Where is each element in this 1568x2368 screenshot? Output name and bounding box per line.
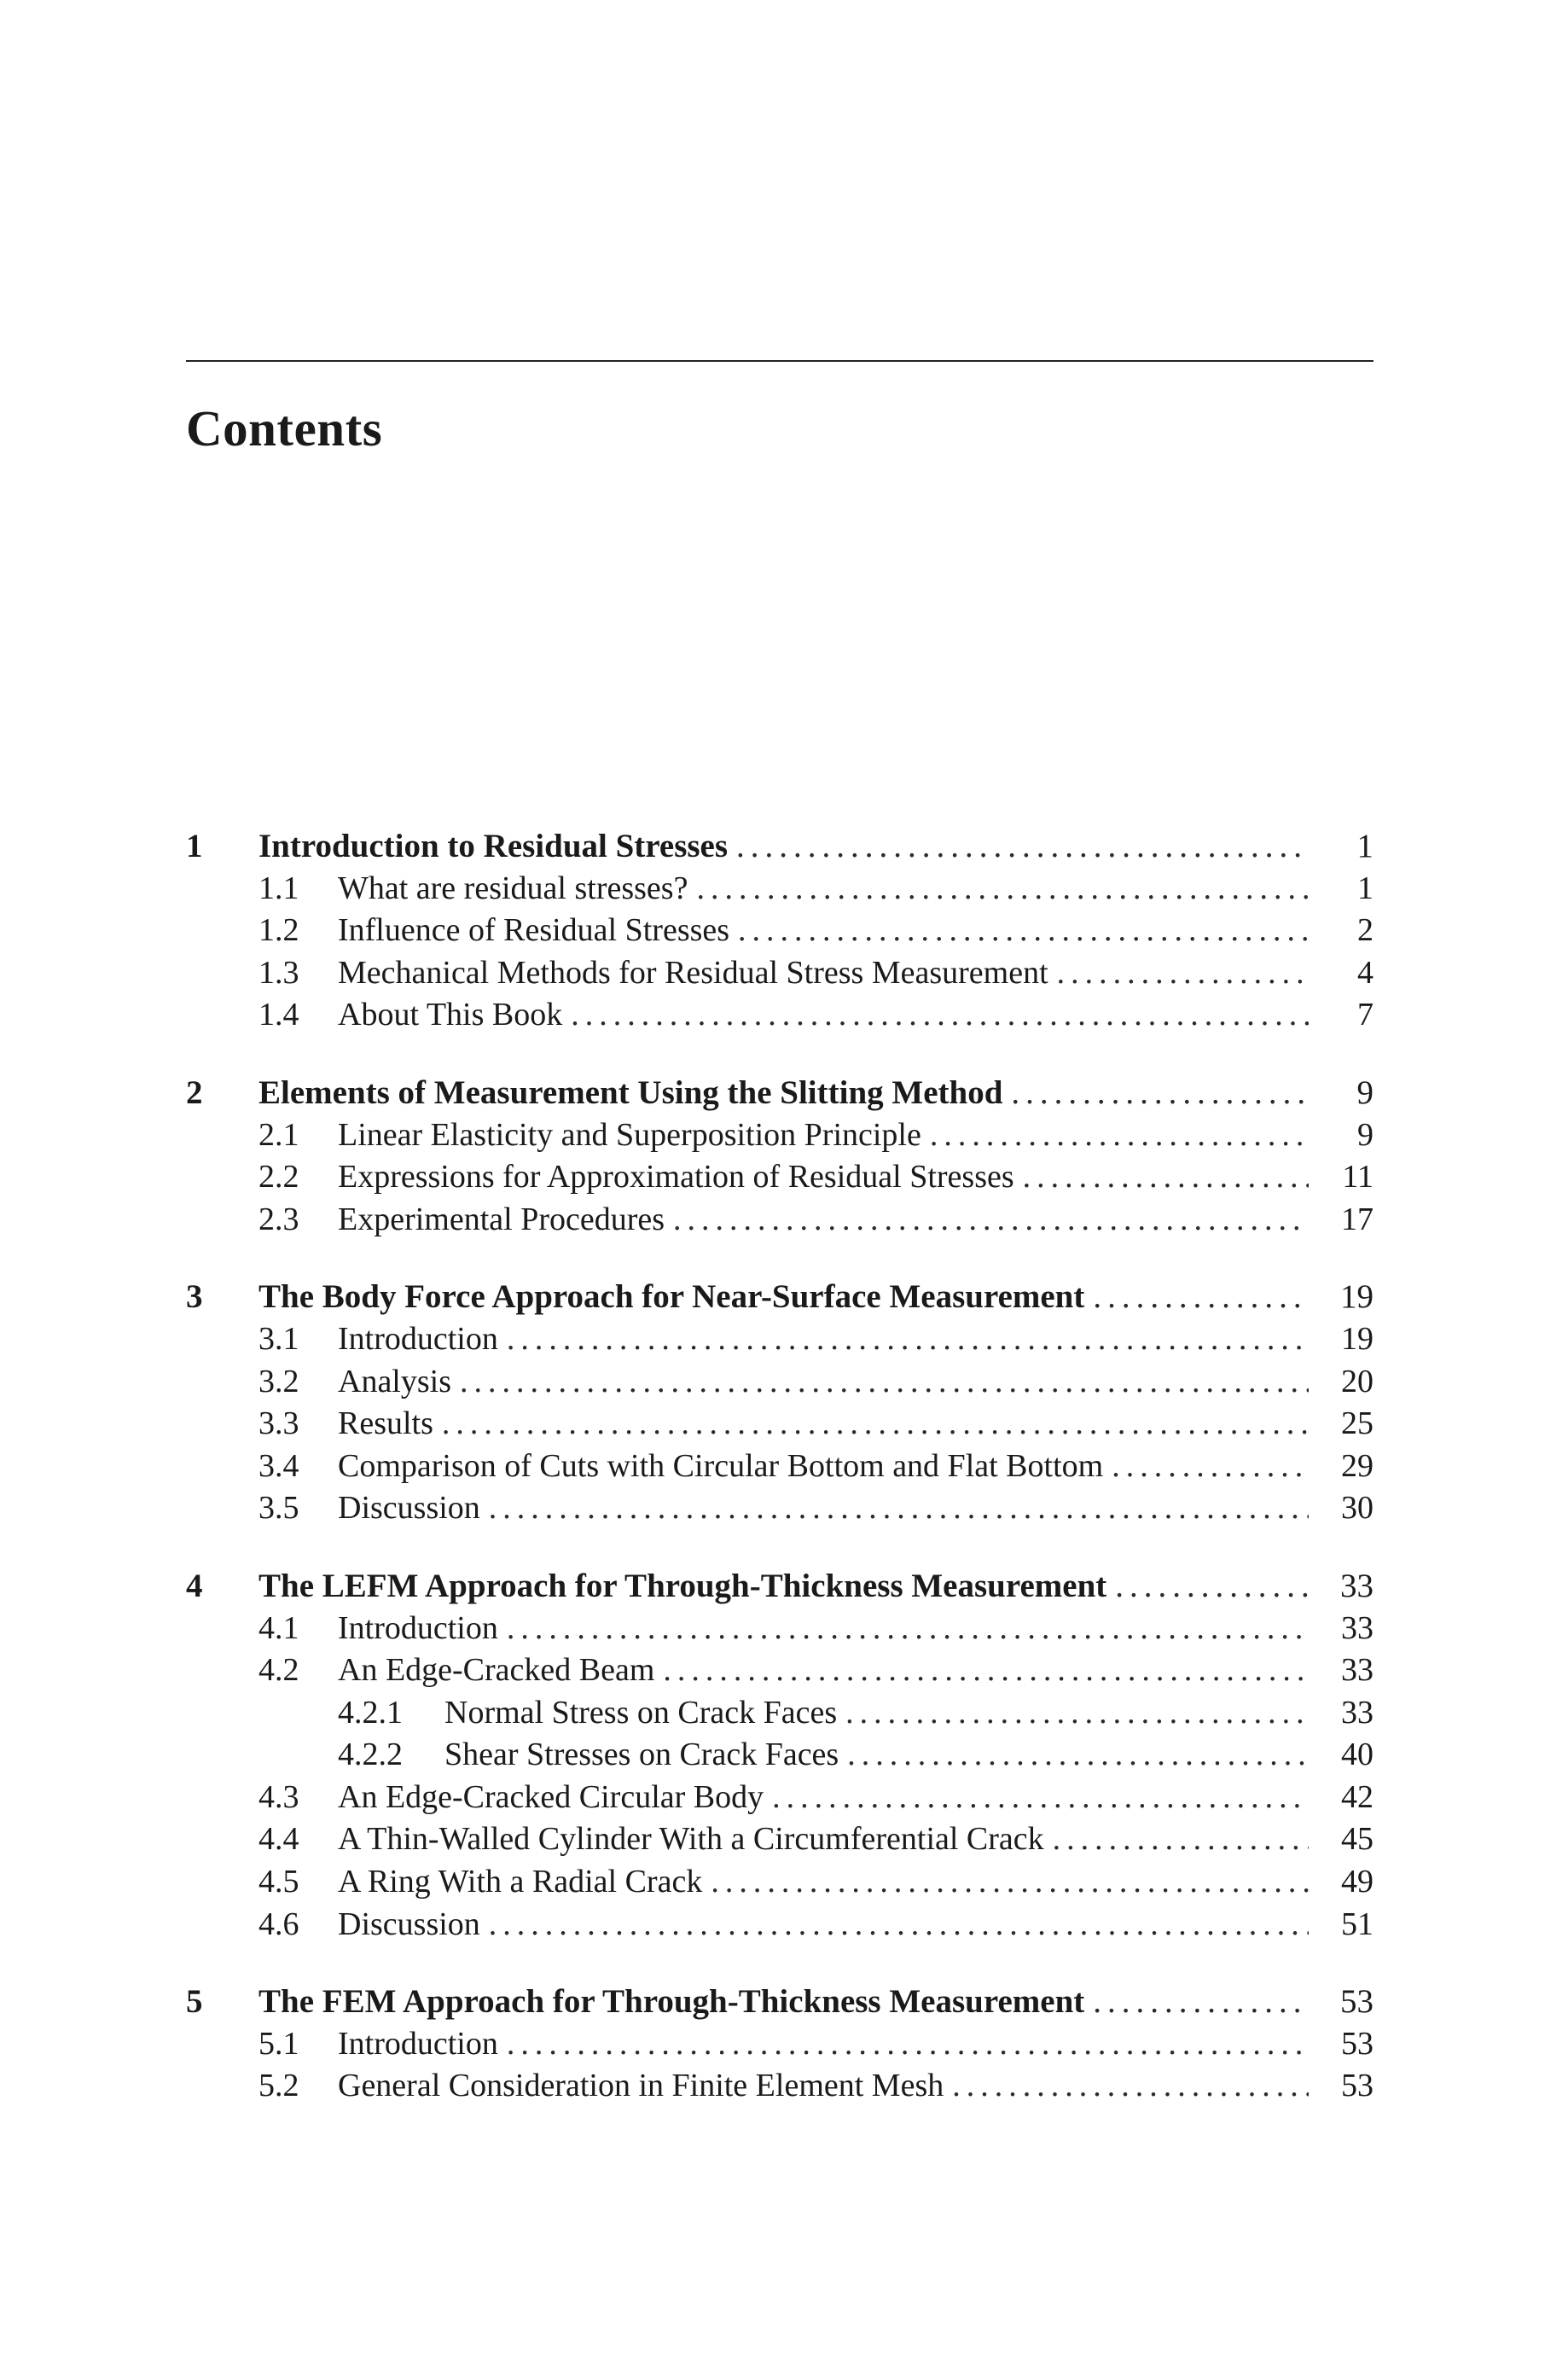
section-number: 3.1 <box>258 1320 299 1357</box>
page-number: 20 <box>1341 1363 1373 1399</box>
chapter-title: The LEFM Approach for Through-Thickness Measurement <box>258 1567 1107 1604</box>
page-number: 49 <box>1341 1864 1373 1900</box>
chapter-title: Elements of Measurement Using the Slitting Method <box>258 1073 1003 1111</box>
section-title: An Edge-Cracked Beam <box>338 1652 655 1689</box>
section-number: 4.3 <box>258 1778 299 1815</box>
page-number: 42 <box>1341 1778 1373 1815</box>
toc-chapter-4 <box>186 1565 1373 1946</box>
section-title: Results <box>338 1405 433 1442</box>
dot-leader <box>764 1777 1309 1819</box>
section-number: 3.4 <box>258 1447 299 1484</box>
page-number: 33 <box>1340 1567 1373 1604</box>
section-title: Comparison of Cuts with Circular Bottom and Flat Bottom <box>338 1447 1104 1484</box>
page-number: 25 <box>1341 1405 1373 1442</box>
dot-leader <box>480 1904 1309 1946</box>
section-number: 1.3 <box>258 954 299 991</box>
toc-chapter-3 <box>186 1276 1373 1530</box>
toc-chapter-entry[interactable] <box>186 1072 1373 1114</box>
dot-leader <box>498 1608 1309 1650</box>
page-number: 33 <box>1341 1609 1373 1646</box>
toc-section-entry[interactable] <box>186 994 1373 1037</box>
page-number: 53 <box>1341 2068 1373 2104</box>
page-number: 53 <box>1340 1983 1373 2021</box>
subsection-number: 4.2.2 <box>338 1737 403 1773</box>
toc-chapter-2 <box>186 1072 1373 1241</box>
toc-section-entry[interactable] <box>186 910 1373 952</box>
dot-leader <box>1084 1981 1309 2023</box>
section-title: Expressions for Approximation of Residual Stresses <box>338 1159 1014 1196</box>
section-title: Introduction <box>338 1609 498 1646</box>
toc-section-entry[interactable] <box>186 1361 1373 1404</box>
section-number: 4.2 <box>258 1652 299 1689</box>
toc-section-entry[interactable] <box>186 1403 1373 1446</box>
toc-subsection-entry[interactable] <box>186 1692 1373 1735</box>
section-number: 3.2 <box>258 1363 299 1399</box>
section-title: Influence of Residual Stresses <box>338 912 730 949</box>
page-number: 29 <box>1341 1447 1373 1484</box>
dot-leader <box>729 910 1309 952</box>
toc-chapter-5 <box>186 1981 1373 2108</box>
dot-leader <box>1084 1276 1309 1318</box>
page-number: 1 <box>1356 828 1373 864</box>
section-title: Analysis <box>338 1363 451 1399</box>
dot-leader <box>498 1318 1309 1361</box>
page-number: 7 <box>1357 997 1373 1033</box>
toc-section-entry[interactable] <box>186 1114 1373 1157</box>
section-title: Mechanical Methods for Residual Stress Measurement <box>338 954 1048 991</box>
toc-section-entry[interactable] <box>186 1649 1373 1692</box>
toc-section-entry[interactable] <box>186 1446 1373 1488</box>
page-number: 53 <box>1341 2025 1373 2062</box>
section-number: 4.4 <box>258 1821 299 1858</box>
section-title: Experimental Procedures <box>338 1201 665 1237</box>
page-number: 51 <box>1341 1905 1373 1942</box>
toc-section-entry[interactable] <box>186 1818 1373 1861</box>
section-number: 4.6 <box>258 1905 299 1942</box>
section-title: What are residual stresses? <box>338 870 688 906</box>
page-number: 4 <box>1357 954 1373 991</box>
section-number: 2.1 <box>258 1116 299 1153</box>
header-rule <box>186 360 1373 362</box>
page-number: 45 <box>1341 1821 1373 1858</box>
section-number: 1.2 <box>258 912 299 949</box>
page-number: 40 <box>1341 1737 1373 1773</box>
chapter-number: 5 <box>186 1983 203 2021</box>
toc-section-entry[interactable] <box>186 1861 1373 1904</box>
chapter-title: The Body Force Approach for Near-Surface Measurement <box>258 1278 1085 1316</box>
toc-chapter-entry[interactable] <box>186 1565 1373 1608</box>
toc-section-entry[interactable] <box>186 1199 1373 1242</box>
subsection-title: Normal Stress on Crack Faces <box>444 1694 838 1731</box>
toc-chapter-entry[interactable] <box>186 1276 1373 1318</box>
toc-section-entry[interactable] <box>186 2023 1373 2066</box>
section-title: Linear Elasticity and Superposition Principle <box>338 1116 921 1153</box>
chapter-number: 4 <box>186 1567 203 1604</box>
dot-leader <box>562 994 1309 1037</box>
chapter-title: The FEM Approach for Through-Thickness Measurement <box>258 1983 1085 2021</box>
chapter-number: 3 <box>186 1278 203 1316</box>
section-number: 3.5 <box>258 1490 299 1527</box>
toc-section-entry[interactable] <box>186 2065 1373 2108</box>
page-title: Contents <box>186 400 383 457</box>
section-title: Introduction <box>338 1320 498 1357</box>
section-number: 5.2 <box>258 2068 299 2104</box>
dot-leader <box>1044 1818 1309 1861</box>
section-number: 2.2 <box>258 1159 299 1196</box>
chapter-title: Introduction to Residual Stresses <box>258 828 729 864</box>
table-of-contents <box>186 825 1373 2143</box>
page-number: 19 <box>1341 1320 1373 1357</box>
dot-leader <box>1103 1446 1309 1488</box>
dot-leader <box>688 868 1309 911</box>
dot-leader <box>944 2065 1309 2108</box>
toc-section-entry[interactable] <box>186 952 1373 995</box>
dot-leader <box>839 1734 1309 1777</box>
chapter-number: 2 <box>186 1073 203 1111</box>
toc-section-entry[interactable] <box>186 1777 1373 1819</box>
toc-section-entry[interactable] <box>186 868 1373 911</box>
dot-leader <box>837 1692 1309 1735</box>
section-number: 1.1 <box>258 870 299 906</box>
section-title: Discussion <box>338 1490 480 1527</box>
toc-section-entry[interactable] <box>186 1487 1373 1530</box>
dot-leader <box>1048 952 1309 995</box>
page-number: 19 <box>1340 1278 1373 1316</box>
section-number: 3.3 <box>258 1405 299 1442</box>
dot-leader <box>498 2023 1309 2066</box>
dot-leader <box>480 1487 1309 1530</box>
dot-leader <box>433 1403 1309 1446</box>
page-number: 33 <box>1341 1652 1373 1689</box>
dot-leader <box>702 1861 1309 1904</box>
section-title: About This Book <box>338 997 563 1033</box>
toc-chapter-1 <box>186 825 1373 1037</box>
dot-leader <box>1002 1072 1309 1114</box>
page-number: 9 <box>1357 1116 1373 1153</box>
toc-section-entry[interactable] <box>186 1608 1373 1650</box>
section-title: Discussion <box>338 1905 480 1942</box>
toc-subsection-entry[interactable] <box>186 1734 1373 1777</box>
page-number: 9 <box>1356 1073 1373 1111</box>
dot-leader <box>728 825 1309 868</box>
toc-section-entry[interactable] <box>186 1904 1373 1946</box>
section-title: An Edge-Cracked Circular Body <box>338 1778 764 1815</box>
toc-chapter-entry[interactable] <box>186 1981 1373 2023</box>
page-number: 11 <box>1342 1159 1373 1196</box>
section-title: A Thin-Walled Cylinder With a Circumferential Crack <box>338 1821 1044 1858</box>
subsection-title: Shear Stresses on Crack Faces <box>444 1737 839 1773</box>
page-number: 33 <box>1341 1694 1373 1731</box>
section-title: A Ring With a Radial Crack <box>338 1864 703 1900</box>
dot-leader <box>654 1649 1309 1692</box>
dot-leader <box>451 1361 1309 1404</box>
section-number: 1.4 <box>258 997 299 1033</box>
dot-leader <box>1014 1156 1309 1199</box>
dot-leader <box>921 1114 1309 1157</box>
section-title: General Consideration in Finite Element Mesh <box>338 2068 944 2104</box>
toc-section-entry[interactable] <box>186 1156 1373 1199</box>
section-number: 4.5 <box>258 1864 299 1900</box>
page-number: 17 <box>1341 1201 1373 1237</box>
section-number: 4.1 <box>258 1609 299 1646</box>
page-number: 2 <box>1357 912 1373 949</box>
toc-section-entry[interactable] <box>186 1318 1373 1361</box>
chapter-number: 1 <box>186 828 203 864</box>
page-number: 1 <box>1357 870 1373 906</box>
dot-leader <box>1106 1565 1309 1608</box>
page-number: 30 <box>1341 1490 1373 1527</box>
section-number: 5.1 <box>258 2025 299 2062</box>
subsection-number: 4.2.1 <box>338 1694 403 1731</box>
section-title: Introduction <box>338 2025 498 2062</box>
section-number: 2.3 <box>258 1201 299 1237</box>
dot-leader <box>665 1199 1309 1242</box>
toc-chapter-entry[interactable] <box>186 825 1373 868</box>
